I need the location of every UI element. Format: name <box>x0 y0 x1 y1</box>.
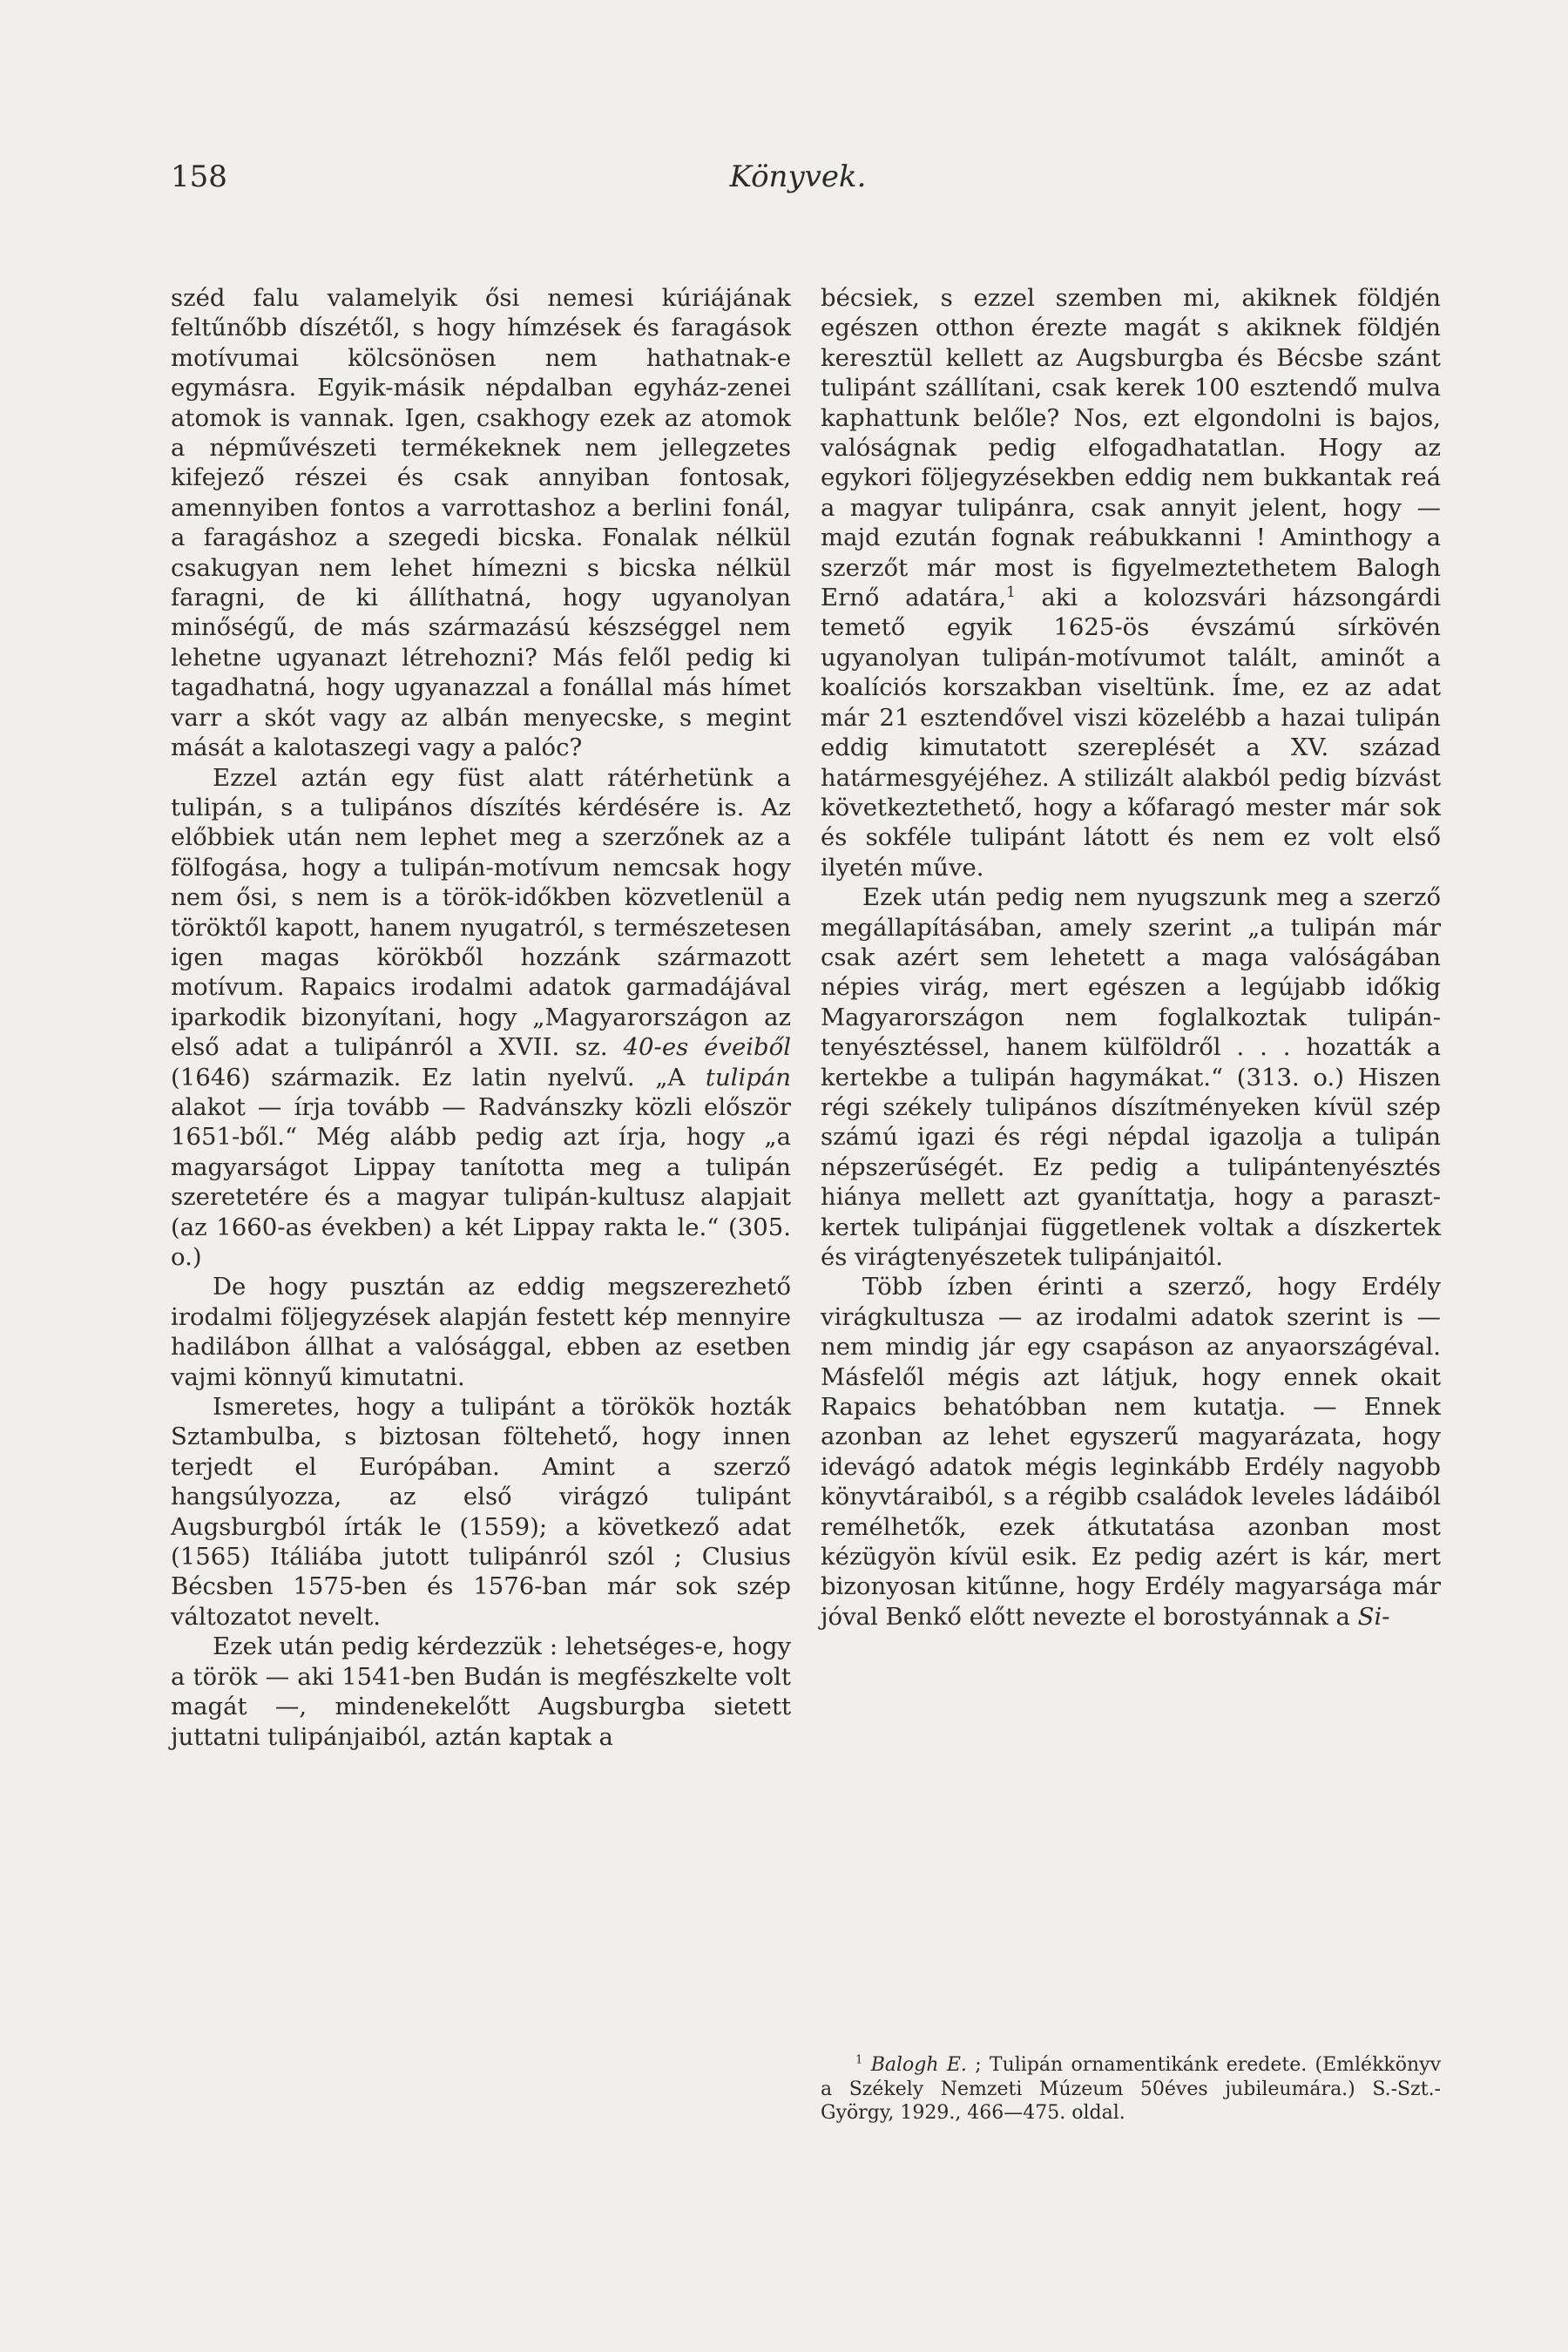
paragraph: Ezek után pedig nem nyugszunk meg a szerző megállapításában, amely szerint „a tulipán már csak azért sem lehetett a maga valóságában népies virág, mert egészen a legújabb időkig Magyarországon nem foglalkoztak tulipán-tenyésztéssel, hanem külföldről . . . hozatták a kertekbe a tulipán hagymákat.“ (313. o.) Hiszen régi székely tulipános díszítményeken kívül szép számú igazi és régi népdal igazolja a tulipán népszerűségét. Ez pedig a tulipántenyésztés hiánya mellett azt gyaníttatja, hogy a paraszt-kertek tulipánjai függetlenek voltak a díszkertek és virágtenyészetek tulipánjaitól. <box>821 883 1441 1271</box>
paragraph: Ezzel aztán egy füst alatt rátérhetünk a tulipán, s a tulipános díszítés kérdésére is. Az előbbiek után nem lephet meg a szerzőnek az a fölfogása, hogy a tulipán-motívum nemcsak hogy nem ősi, s nem is a török-időkben közvetlenül a töröktől kapott, hanem nyugatról, s természetesen igen magas körökből hozzánk származott motívum. Rapaics irodalmi adatok garmadájával iparkodik bizonyítani, hogy „Magyarországon az első adat a tulipánról a XVII. sz. 40-es éveiből (1646) származik. Ez latin nyelvű. „A tulipán alakot — írja tovább — Radvánszky közli először 1651-ből.“ Még alább pedig azt írja, hogy „a magyarságot Lippay tanította meg a tulipán szeretetére és a magyar tulipán-kultusz alapjait (az 1660-as években) a két Lippay rakta le.“ (305. o.) <box>171 763 792 1271</box>
page-header <box>171 155 1425 199</box>
footnote <box>821 2053 1441 2126</box>
right-column <box>821 283 1441 1632</box>
footnote-reference: 1 <box>1006 583 1016 600</box>
paragraph: Ismeretes, hogy a tulipánt a törökök hozták Sztambulba, s biztosan föltehető, hogy innen terjedt el Európában. Amint a szerző hangsúlyozza, az első virágzó tulipánt Augsburgból írták le (1559); a következő adat (1565) Itáliába jutott tulipánról szól ; Clusius Bécsben 1575-ben és 1576-ban már sok szép változatot nevelt. <box>171 1393 791 1631</box>
footnote-text: ; Tulipán ornamentikánk eredete. (Emlékkönyv a Székely Nemzeti Múzeum 50éves jubileumára.) S.-Szt.-György, 1929., 466—475. oldal. <box>821 2054 1442 2124</box>
paragraph: Több ízben érinti a szerző, hogy Erdély virágkultusza — az irodalmi adatok szerint is — nem mindig jár egy csapáson az anyaországéval. Másfelől mégis azt látjuk, hogy ennek okait Rapaics behatóbban nem kutatja. — Ennek azonban az lehet egyszerű magyarázata, hogy idevágó adatok mégis leginkább Erdély nagyobb könyvtáraiból, s a régibb családok leveles ládáiból remélhetők, ezek átkutatása azonban most kézügyön kívül esik. Ez pedig azért is kár, mert bizonyosan kitűnne, hogy Erdély magyarsága már jóval Benkő előtt nevezte el borostyánnak a Si- <box>821 1273 1441 1631</box>
footnote-marker: 1 <box>855 2053 863 2067</box>
italic-text: 40-es éveiből <box>623 1033 792 1062</box>
paragraph: széd falu valamelyik ősi nemesi kúriájának feltűnőbb díszétől, s hogy hímzések és faragások motívumai kölcsönösen nem hathatnak-e egymásra. Egyik-másik népdalban egyház-zenei atomok is vannak. Igen, csakhogy ezek az atomok a népművészeti termékeknek nem jellegzetes kifejező részei és csak annyiban fontosak, amennyiben fontos a varrottashoz a berlini fonál, a faragáshoz a szegedi bicska. Fonalak nélkül csakugyan nem lehet hímezni s bicska nélkül faragni, de ki állíthatná, hogy ugyanolyan minőségű, de más származású készséggel nem lehetne ugyanazt létrehozni? Más felől pedig ki tagadhatná, hogy ugyanazzal a fonállal más hímet varr a skót vagy az albán menyecske, s megint mását a kalotaszegi vagy a palóc? <box>171 284 791 762</box>
italic-text: Si- <box>1357 1602 1390 1631</box>
footnote-author: Balogh E. <box>870 2054 967 2076</box>
paragraph: bécsiek, s ezzel szemben mi, akiknek földjén egészen otthon érezte magát s akiknek földjén keresztül kellett az Augsburgba és Bécsbe szánt tulipánt szállítani, csak kerek 100 esztendő mulva kaphattunk belőle? Nos, ezt elgondolni is bajos, valóságnak pedig elfogadhatatlan. Hogy az egykori följegyzésekben eddig nem bukkantak reá a magyar tulipánra, csak annyit jelent, hogy — majd ezután fognak reábukkanni ! Aminthogy a szerzőt már most is figyelmeztethetem Balogh Ernő adatára,$^1$ aki a kolozsvári házsongárdi temető egyik 1625-ös évszámú sírkövén ugyanolyan tulipán-motívumot talált, aminőt a koalíciós korszakban viseltünk. Íme, ez az adat már 21 esztendővel viszi közelébb a hazai tulipán eddig kimutatott szereplését a XV. század határmesgyéjéhez. A stilizált alakból pedig bízvást következtethető, hogy a kőfaragó mester már sok és sokféle tulipánt látott és nem ez volt első ilyetén műve. <box>821 284 1442 882</box>
running-title: Könyvek. <box>729 159 867 194</box>
page-number: 158 <box>171 159 227 194</box>
paragraph: Ezek után pedig kérdezzük : lehetséges-e, hogy a török — aki 1541-ben Budán is megfészkelte volt magát —, mindenekelőtt Augsburgba sietett juttatni tulipánjaiból, aztán kaptak a <box>171 1632 791 1751</box>
left-column <box>171 283 791 1752</box>
paragraph: De hogy pusztán az eddig megszerezhető irodalmi följegyzések alapján festett kép mennyire hadilábon állhat a valósággal, ebben az esetben vajmi könnyű kimutatni. <box>171 1273 791 1391</box>
italic-text: tulipán <box>705 1063 791 1092</box>
